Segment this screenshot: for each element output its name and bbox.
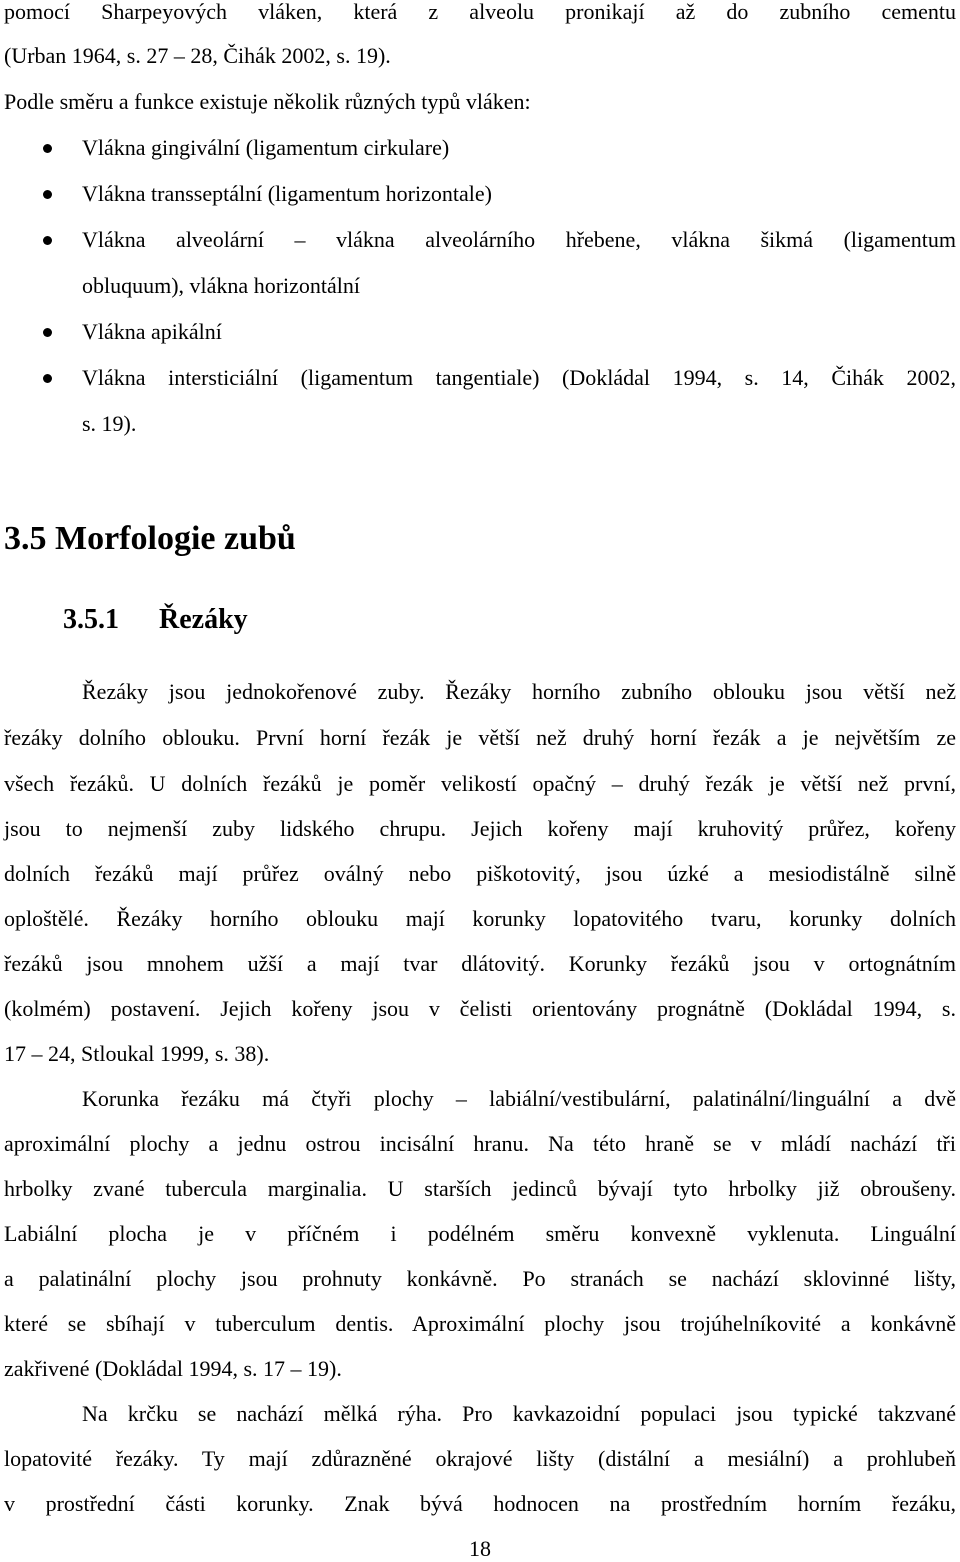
text-line: řezáky dolního oblouku. První horní řezák je větší než druhý horní řezák a je největším ze bbox=[4, 725, 956, 750]
subsection-number: 3.5.1 bbox=[63, 604, 119, 635]
text-line: v prostřední části korunky. Znak bývá hodnocen na prostředním horním řezáku, bbox=[4, 1491, 956, 1516]
subsection-heading bbox=[63, 604, 248, 636]
bullet-icon bbox=[43, 374, 52, 383]
text-line: (Urban 1964, s. 27 – 28, Čihák 2002, s. 19). bbox=[4, 43, 391, 68]
text-line: které se sbíhají v tuberculum dentis. Aproximální plochy jsou trojúhelníkovité a konkávně bbox=[4, 1311, 956, 1336]
text-line: Na krčku se nachází mělká rýha. Pro kavkazoidní populaci jsou typické takzvané bbox=[82, 1401, 956, 1426]
text-line: hrbolky zvané tubercula marginalia. U starších jedinců bývají tyto hrbolky již obroušeny. bbox=[4, 1176, 956, 1201]
list-item: Vlákna gingivální (ligamentum cirkulare) bbox=[82, 135, 450, 160]
text-line: zakřivené (Dokládal 1994, s. 17 – 19). bbox=[4, 1356, 342, 1381]
text-line: Labiální plocha je v příčném i podélném směru konvexně vyklenuta. Linguální bbox=[4, 1221, 956, 1246]
list-item: Vlákna apikální bbox=[82, 319, 222, 344]
list-item: Vlákna alveolární – vlákna alveolárního hřebene, vlákna šikmá (ligamentum bbox=[82, 227, 956, 252]
section-heading: 3.5 Morfologie zubů bbox=[4, 520, 296, 557]
list-item: Vlákna transseptální (ligamentum horizontale) bbox=[82, 181, 492, 206]
bullet-icon bbox=[43, 144, 52, 153]
text-line: řezáků jsou mnohem užší a mají tvar dlátovitý. Korunky řezáků jsou v ortognátním bbox=[4, 951, 956, 976]
list-item-continuation: s. 19). bbox=[82, 411, 137, 436]
text-line: a palatinální plochy jsou prohnuty konkávně. Po stranách se nachází sklovinné lišty, bbox=[4, 1266, 956, 1291]
list-item: Vlákna intersticiální (ligamentum tangentiale) (Dokládal 1994, s. 14, Čihák 2002, bbox=[82, 365, 956, 390]
bullet-icon bbox=[43, 236, 52, 245]
text-line: aproximální plochy a jednu ostrou incisální hranu. Na této hraně se v mládí nachází tři bbox=[4, 1131, 956, 1156]
text-line: jsou to nejmenší zuby lidského chrupu. Jejich kořeny mají kruhovitý průřez, kořeny bbox=[4, 816, 956, 841]
text-line: (kolmém) postavení. Jejich kořeny jsou v čelisti orientovány prognátně (Dokládal 1994, s. bbox=[4, 996, 956, 1021]
subsection-title: Řezáky bbox=[159, 604, 248, 635]
text-line: oploštělé. Řezáky horního oblouku mají korunky lopatovitého tvaru, korunky dolních bbox=[4, 906, 956, 931]
text-line: Podle směru a funkce existuje několik různých typů vláken: bbox=[4, 89, 531, 114]
text-line: Korunka řezáku má čtyři plochy – labiální/vestibulární, palatinální/linguální a dvě bbox=[82, 1086, 956, 1111]
text-line: Řezáky jsou jednokořenové zuby. Řezáky horního zubního oblouku jsou větší než bbox=[82, 679, 956, 704]
text-line: lopatovité řezáky. Ty mají zdůrazněné okrajové lišty (distální a mesiální) a prohlubeň bbox=[4, 1446, 956, 1471]
page-number: 18 bbox=[469, 1536, 491, 1561]
text-line: pomocí Sharpeyových vláken, která z alveolu pronikají až do zubního cementu bbox=[4, 0, 956, 24]
text-line: dolních řezáků mají průřez oválný nebo piškotovitý, jsou úzké a mesiodistálně silně bbox=[4, 861, 956, 886]
bullet-icon bbox=[43, 328, 52, 337]
text-line: 17 – 24, Stloukal 1999, s. 38). bbox=[4, 1041, 270, 1066]
bullet-icon bbox=[43, 190, 52, 199]
text-line: všech řezáků. U dolních řezáků je poměr velikostí opačný – druhý řezák je větší než první, bbox=[4, 771, 956, 796]
list-item-continuation: obluquum), vlákna horizontální bbox=[82, 273, 360, 298]
